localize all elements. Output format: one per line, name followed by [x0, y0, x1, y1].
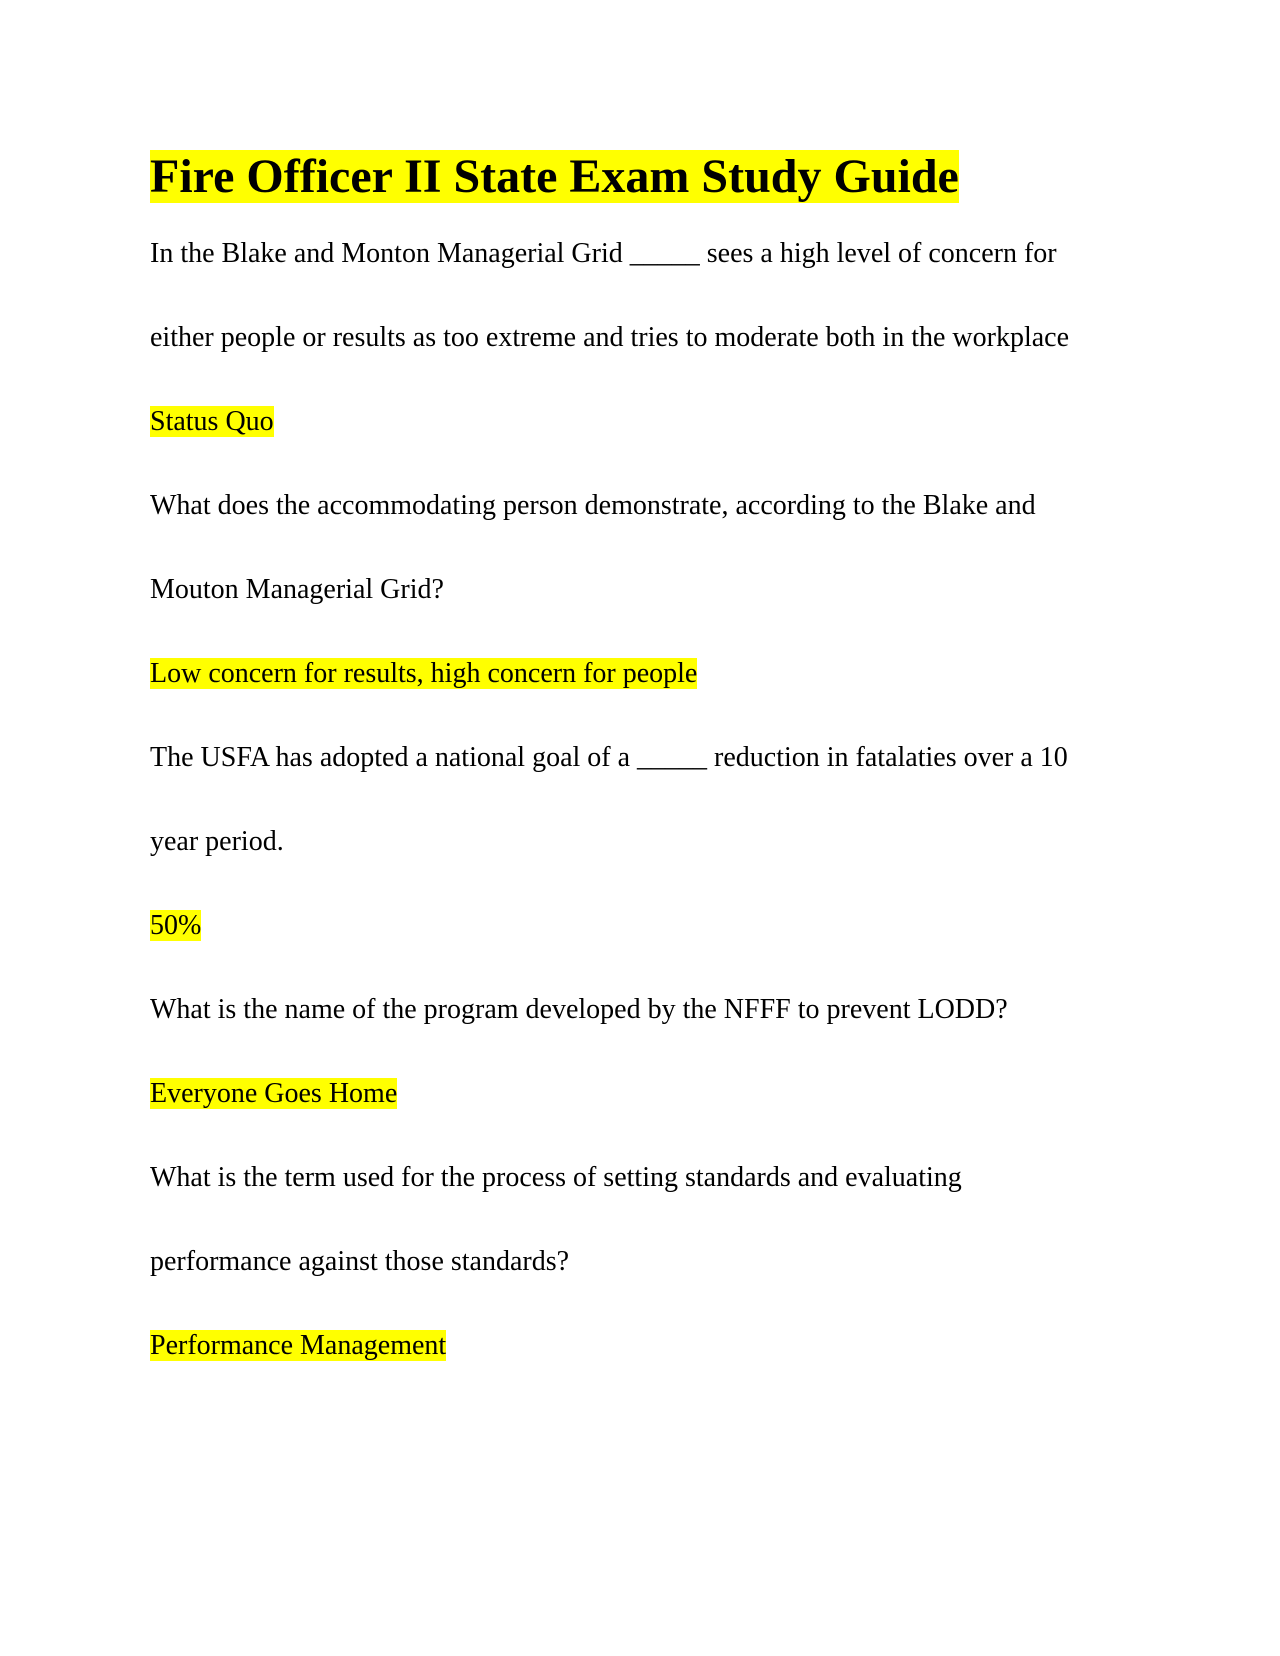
answer-2 [150, 656, 697, 692]
question-1-line-2: either people or results as too extreme and tries to moderate both in the workplace [150, 322, 1070, 353]
answer-5-text: Performance Management [150, 1330, 447, 1361]
answer-2-text: Low concern for results, high concern for people [150, 658, 698, 689]
question-2-line-1: What does the accommodating person demonstrate, according to the Blake and [150, 490, 1036, 521]
question-1-line-1: In the Blake and Monton Managerial Grid _____ sees a high level of concern for [150, 238, 1057, 269]
question-5-line-1: What is the term used for the process of setting standards and evaluating [150, 1162, 962, 1193]
question-2-line-2: Mouton Managerial Grid? [150, 574, 444, 605]
question-3-line-1: The USFA has adopted a national goal of a _____ reduction in fatalaties over a 10 [150, 742, 1068, 773]
question-4-line-1: What is the name of the program developed by the NFFF to prevent LODD? [150, 994, 1008, 1025]
answer-3 [150, 908, 201, 944]
answer-3-text: 50% [150, 910, 202, 941]
title-text: Fire Officer II State Exam Study Guide [150, 150, 959, 203]
question-5-line-2: performance against those standards? [150, 1246, 570, 1277]
document-title [150, 146, 959, 208]
answer-5 [150, 1328, 446, 1364]
answer-1-text: Status Quo [150, 406, 274, 437]
answer-4-text: Everyone Goes Home [150, 1078, 398, 1109]
answer-1 [150, 404, 274, 440]
answer-4 [150, 1076, 397, 1112]
question-3-line-2: year period. [150, 826, 284, 857]
